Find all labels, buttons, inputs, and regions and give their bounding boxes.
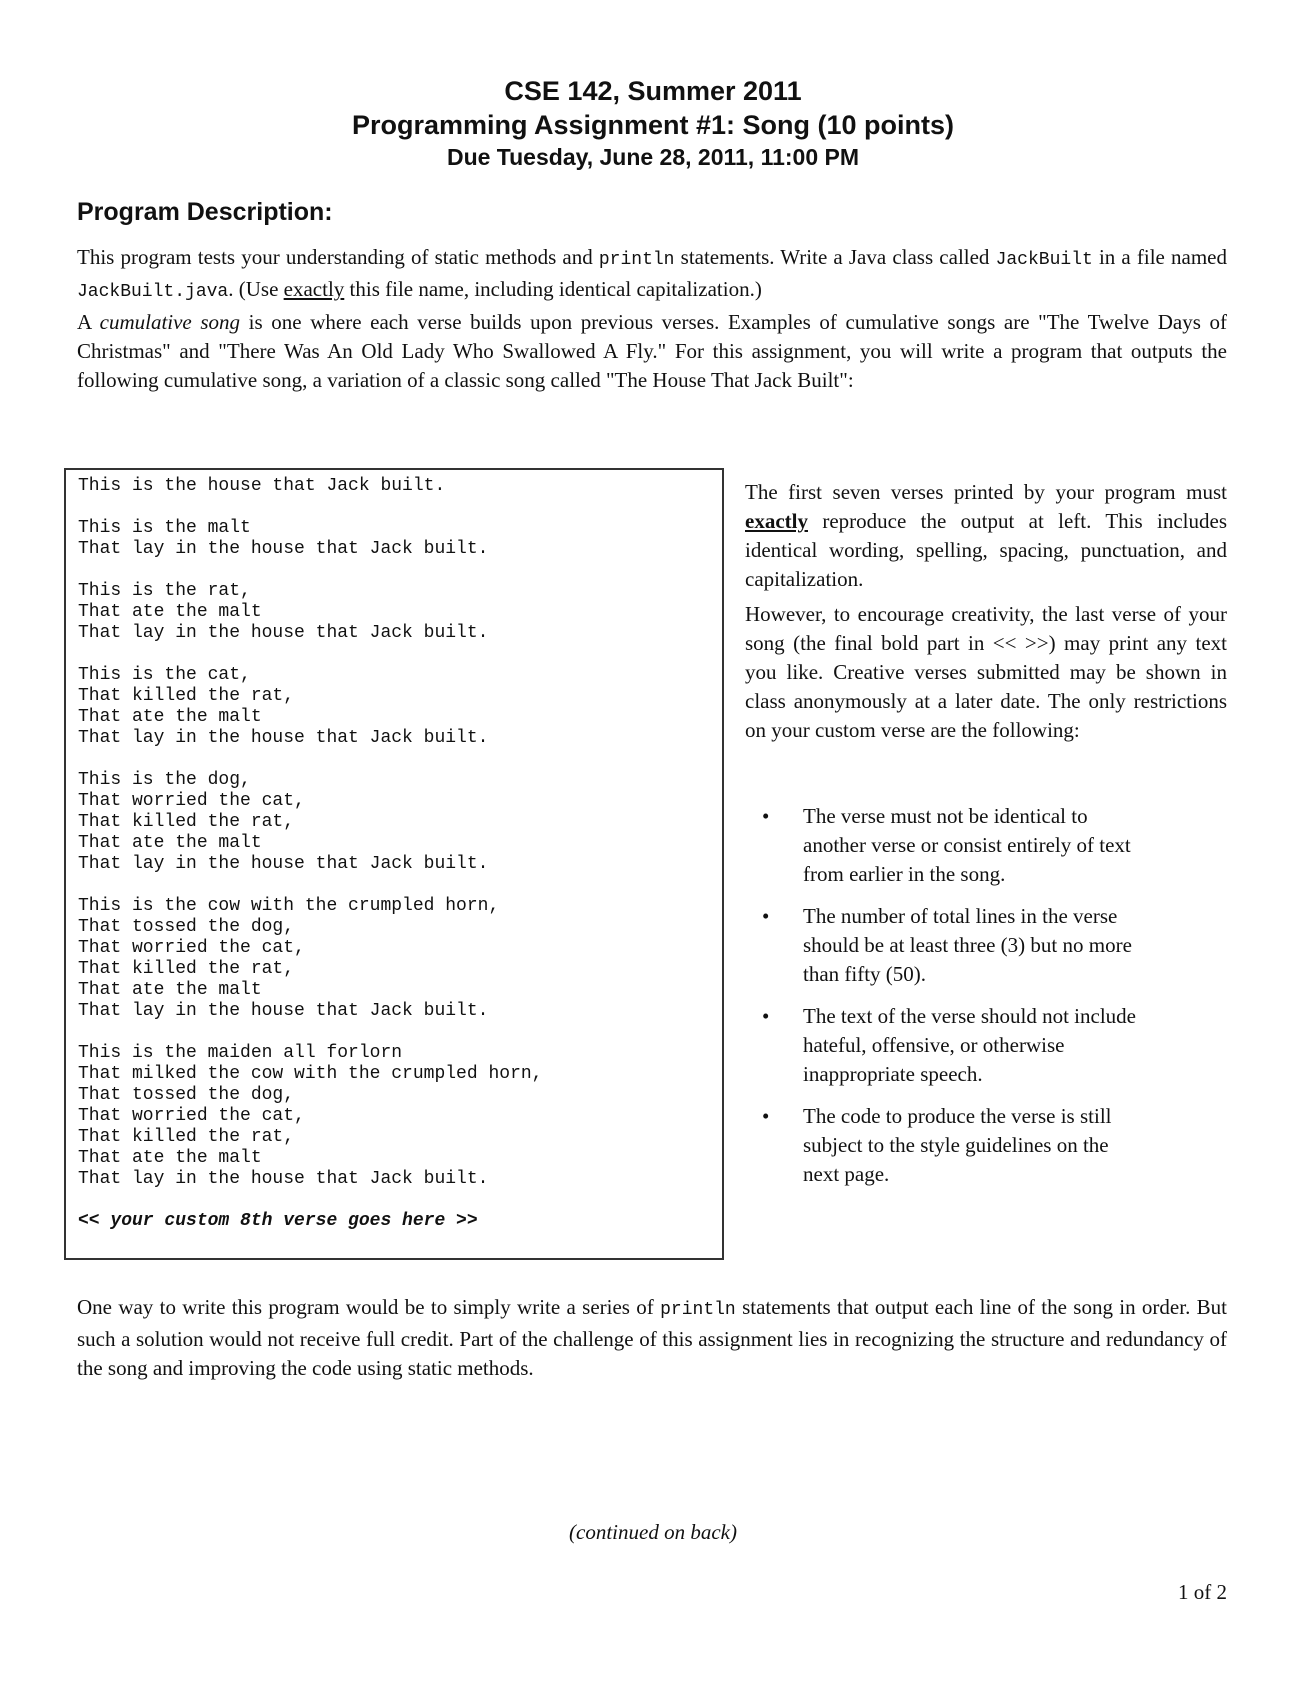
section-title: Program Description:	[77, 198, 333, 226]
restriction-item	[745, 902, 1143, 989]
verse-line: This is the cow with the crumpled horn,	[78, 896, 500, 916]
verse-line: This is the rat,	[78, 581, 251, 601]
side-paragraph-2: However, to encourage creativity, the last verse of your song (the final bold part in << >>) may print any text you like. Creative verses submitted may be shown in class anonymously at a later date. The only restrictions on your custom verse are the following:	[745, 602, 1227, 742]
verse	[78, 1043, 710, 1190]
verse-line: That worried the cat,	[78, 791, 305, 811]
verse-line: That lay in the house that Jack built.	[78, 623, 489, 643]
restriction-item	[745, 802, 1143, 889]
song-output-box	[64, 468, 724, 1260]
verse-line: That ate the malt	[78, 602, 262, 622]
verse-line: That lay in the house that Jack built.	[78, 728, 489, 748]
verse-line: This is the cat,	[78, 665, 251, 685]
restriction-text: The verse must not be identical to another verse or consist entirely of text from earlier in the song.	[803, 804, 1131, 886]
term-cumulative-song: cumulative song	[99, 310, 241, 334]
verse-line: That tossed the dog,	[78, 1085, 295, 1105]
emphasis-exactly: exactly	[745, 509, 808, 533]
verse-list	[78, 476, 710, 1190]
due-date: Due Tuesday, June 28, 2011, 11:00 PM	[446, 144, 860, 170]
verse-line: That tossed the dog,	[78, 917, 295, 937]
intro-text: in a file named	[1092, 245, 1227, 269]
intro-text: is one where each verse builds upon previous verses. Examples of cumulative songs are "The Twelve Days of Christmas" and "There Was An Old Lady Who Swallowed A Fly." For this assignment, you will write a program that outputs the following cumulative song, a variation of a classic song called "The House That Jack Built":	[77, 310, 1227, 392]
verse-line: This is the house that Jack built.	[78, 476, 446, 496]
bullet-icon: •	[762, 904, 770, 928]
closing-paragraph	[77, 1293, 1227, 1383]
page-number: 1 of 2	[1178, 1580, 1227, 1604]
bullet-icon: •	[762, 1004, 770, 1028]
verse	[78, 476, 710, 497]
intro-text: statements. Write a Java class called	[674, 245, 996, 269]
restriction-list	[745, 802, 1227, 1202]
restriction-item	[745, 1102, 1143, 1189]
side-paragraph-1	[745, 478, 1227, 594]
verse-line: That killed the rat,	[78, 959, 295, 979]
intro-text: this file name, including identical capitalization.)	[344, 277, 762, 301]
restriction-text: The number of total lines in the verse should be at least three (3) but no more than fifty (50).	[803, 904, 1132, 986]
intro-paragraph-1	[77, 243, 1227, 307]
verse-line: That killed the rat,	[78, 1127, 295, 1147]
verse-line: That ate the malt	[78, 707, 262, 727]
verse-line: That lay in the house that Jack built.	[78, 1001, 489, 1021]
verse-line: That lay in the house that Jack built.	[78, 539, 489, 559]
code-println: println	[598, 250, 675, 270]
code-class-name: JackBuilt	[995, 250, 1093, 270]
verse-line: This is the maiden all forlorn	[78, 1043, 403, 1063]
continued-note: (continued on back)	[569, 1520, 737, 1544]
emphasis-exactly: exactly	[283, 277, 345, 301]
verse	[78, 896, 710, 1022]
verse-line: This is the malt	[78, 518, 251, 538]
bullet-icon: •	[762, 804, 770, 828]
restriction-item	[745, 1002, 1143, 1089]
verse-line: That killed the rat,	[78, 812, 295, 832]
closing-text: One way to write this program would be to simply write a series of	[77, 1295, 661, 1319]
intro-text: This program tests your understanding of static methods and	[77, 245, 599, 269]
verse	[78, 581, 710, 644]
side-text: reproduce the output at left. This includes identical wording, spelling, spacing, punctuation, and capitalization.	[745, 509, 1227, 591]
intro-text: . (Use	[228, 277, 284, 301]
verse	[78, 770, 710, 875]
verse-line: That ate the malt	[78, 833, 262, 853]
verse-line: That ate the malt	[78, 980, 262, 1000]
header	[0, 74, 1306, 172]
verse-line: That lay in the house that Jack built.	[78, 854, 489, 874]
verse-line: That worried the cat,	[78, 1106, 305, 1126]
intro-paragraph-2	[77, 308, 1227, 395]
custom-verse-placeholder: << your custom 8th verse goes here >>	[78, 1211, 478, 1231]
restriction-text: The text of the verse should not include hateful, offensive, or otherwise inappropriate speech.	[803, 1004, 1136, 1086]
closing-text: statements that output each line of the song in order. But such a solution would not receive full credit. Part of the challenge of this assignment lies in recognizing the structure and redundancy of the song and improving the code using static methods.	[77, 1295, 1227, 1380]
verse-line: That lay in the house that Jack built.	[78, 1169, 489, 1189]
restriction-text: The code to produce the verse is still subject to the style guidelines on the next page.	[803, 1104, 1112, 1186]
course-title: CSE 142, Summer 2011	[504, 76, 802, 106]
verse	[78, 665, 710, 749]
verse-line: This is the dog,	[78, 770, 251, 790]
code-println: println	[660, 1300, 736, 1320]
verse-line: That worried the cat,	[78, 938, 305, 958]
side-text: The first seven verses printed by your program must	[745, 480, 1227, 504]
code-file-name: JackBuilt.java	[77, 282, 229, 302]
verse	[78, 518, 710, 560]
bullet-icon: •	[762, 1104, 770, 1128]
verse-line: That ate the malt	[78, 1148, 262, 1168]
intro-text: A	[77, 310, 100, 334]
verse-line: That killed the rat,	[78, 686, 295, 706]
assignment-title: Programming Assignment #1: Song (10 points)	[351, 110, 955, 140]
verse-line: That milked the cow with the crumpled horn,	[78, 1064, 543, 1084]
